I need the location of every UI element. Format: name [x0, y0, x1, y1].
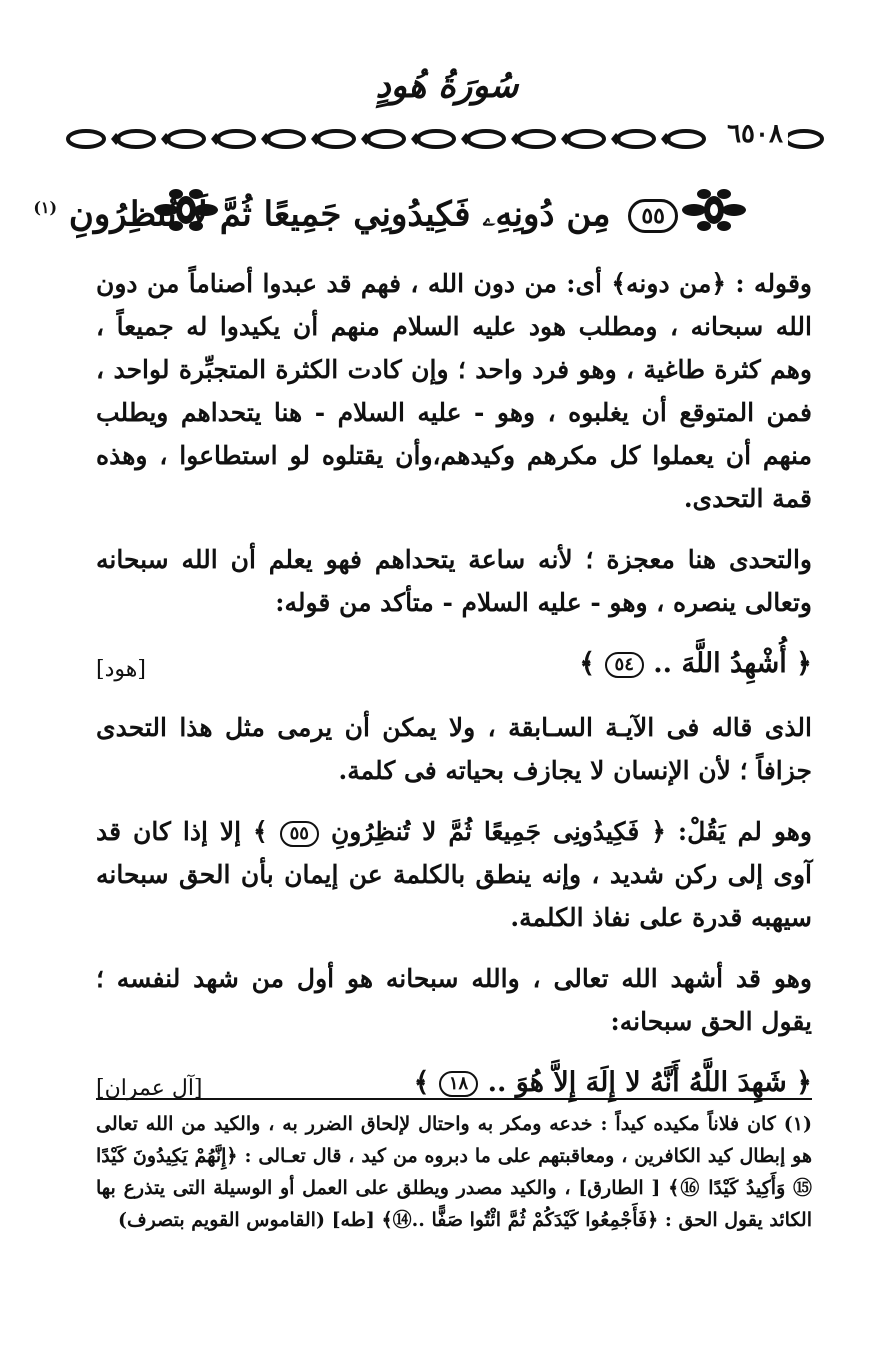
quote-text: ﴿ شَهِدَ اللَّهُ أَنَّهُ لا إِلَهَ إِلاَّ هُوَ .. ١٨ ﴾ — [413, 1067, 812, 1098]
verse-number-badge: ٥٤ — [605, 652, 644, 678]
paragraph: والتحدى هنا معجزة ؛ لأنه ساعة يتحداهم فهو يعلم أن الله سبحانه وتعالى ينصره ، وهو - عليه السلام - متأكد من قوله: — [96, 545, 812, 617]
paragraph: وقوله : ﴿من دونه﴾ أى: من دون الله ، فهم قد عبدوا أصناماً من دون الله سبحانه ، ومطلب هود عليه السلام منهم أن يكيدوا له جميعاً ، وهم كثرة طاغية ، وهو فرد واحد ؛ وإن كادت الكثرة المتجبِّرة لواحد ، فمن المتوقع أن يغلبوه ، وهو - عليه السلام - هنا يتحداهم ويطلب منهم أن يعملوا كل مكرهم وكيدهم،وأن يقتلوه لو استطاعوا ، وهذه قمة التحدى. — [96, 269, 812, 513]
verse-number-badge: ١٨ — [439, 1071, 478, 1097]
verse-number-badge: ٥٥ — [628, 199, 678, 233]
footnote — [96, 1108, 812, 1236]
verse-banner — [33, 176, 750, 240]
floral-ornament-icon — [678, 184, 750, 236]
paragraph: وهو لم يَقُلْ: ﴿ فَكِيدُونِى جَمِيعًا ثُمَّ لا تُنظِرُونِ ٥٥ ﴾ إلا إذا كان قد آوى إلى ركن شديد ، وإنه ينطق بالكلمة عن إيمان بأن الحق سبحانه سيهبه قدرة على نفاذ الكلمة. — [96, 817, 812, 932]
decorative-chain-border — [64, 120, 830, 158]
verse-arabic: مِن دُونِهِۦ فَكِيدُونِي جَمِيعًا ثُمَّ لَا تُنظِرُونِ — [68, 194, 611, 235]
surah-title: سُورَةُ هُودٍ — [375, 66, 519, 106]
quranic-quote — [96, 1061, 812, 1107]
surah-reference: [آل عمران] — [96, 1076, 203, 1101]
footnote-text: (١) كان فلاناً مكيده كيداً : خدعه ومكر به واحتال لإلحاق الضرر به ، والكيد من الله تعالى هو إبطال كيد الكافرين ، ومعاقبتهم على ما دبروه من كيد ، قال تعـالى : ﴿إِنَّهُمْ يَكِيدُونَ كَيْدًا ⑮ وَأَكِيدُ كَيْدًا ⑯﴾ [ الطارق] ، والكيد مصدر ويطلق على العمل أو الوسيلة التى يتذرع بها الكائد يقول الحق : ﴿فَأَجْمِعُوا كَيْدَكُمْ ثُمَّ ائْتُوا صَفًّا ..⑭﴾ [طه] (القاموس القويم بتصرف) — [96, 1113, 812, 1231]
footnote-divider — [96, 1098, 812, 1100]
page-number: ٦٥٠٨ — [722, 118, 788, 150]
verse-text — [33, 182, 678, 235]
surah-reference: [هود] — [96, 657, 146, 682]
commentary-body — [96, 262, 812, 1125]
footnote-mark: (١) — [33, 198, 58, 217]
quranic-quote — [96, 642, 812, 688]
paragraph: وهو قد أشهد الله تعالى ، والله سبحانه هو أول من شهد لنفسه ؛ يقول الحق سبحانه: — [96, 964, 812, 1036]
quote-text: ﴿ أُشْهِدُ اللَّهَ .. ٥٤ ﴾ — [579, 648, 812, 679]
paragraph: الذى قاله فى الآيـة السـابقة ، ولا يمكن أن يرمى مثل هذا التحدى جزافاً ؛ لأن الإنسان لا يجازف بحياته فى كلمة. — [96, 713, 812, 785]
verse-number-badge: ٥٥ — [280, 821, 319, 847]
